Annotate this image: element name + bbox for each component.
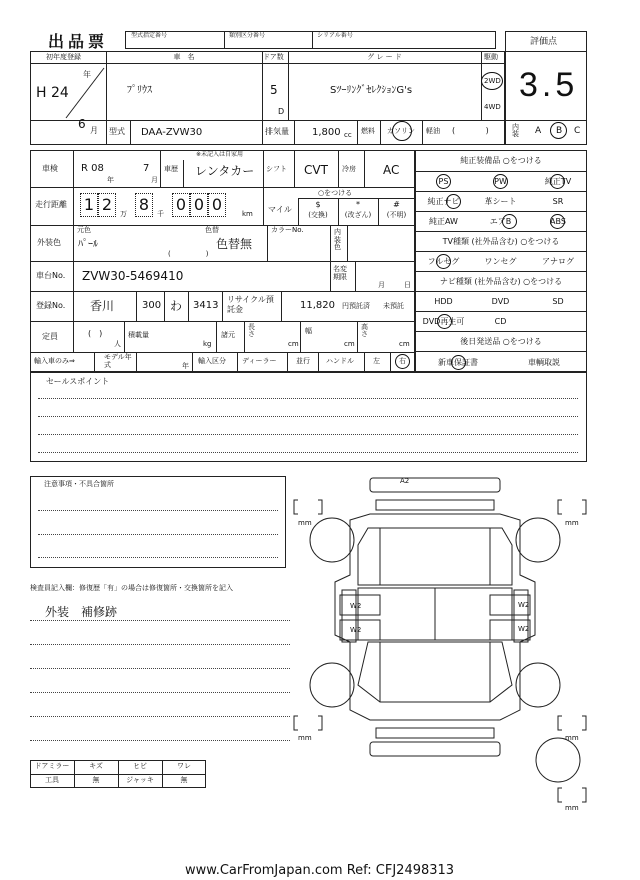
damage-mark-1: W2 <box>350 602 362 610</box>
recycle-unpaid: 未預託 <box>383 302 404 310</box>
tamper-label: (改ざん) <box>344 211 372 219</box>
reg-label: 登録No. <box>36 301 66 310</box>
fuel-label: 燃料 <box>361 127 375 135</box>
tv-analog: アナログ <box>542 257 574 266</box>
model-year-label: モデル年式 <box>104 353 132 369</box>
eq-airbag-circle <box>502 214 517 229</box>
reg-kana: わ <box>170 299 183 313</box>
interior-label: 内装 <box>512 123 519 138</box>
color-no-label: カラーNo. <box>271 226 304 234</box>
drive-2wd: 2WD <box>484 77 501 85</box>
inspection-month-unit: 月 <box>151 176 158 184</box>
damage-mark-3: W2 <box>518 601 530 609</box>
import-type-label: 輸入区分 <box>198 357 226 365</box>
eq-genuine-tv-circle <box>550 174 565 189</box>
history-label: 車歴 <box>164 165 178 173</box>
deadline-day: 日 <box>404 281 411 289</box>
chassis-label: 車台No. <box>36 271 66 280</box>
color-value: ﾊﾟｰﾙ <box>78 239 98 250</box>
genuine-title: 純正装備品 ○をつける <box>460 156 542 165</box>
history-note: ※未記入は自家用 <box>196 151 244 158</box>
eq-leather: 革シート <box>484 197 517 206</box>
mileage-digit-1: 1 <box>83 195 95 214</box>
mm-label-5: mm <box>565 804 579 812</box>
footer-ref: www.CarFromJapan.com Ref: CFJ2498313 <box>185 863 455 878</box>
eq-navi-circle <box>446 194 461 209</box>
mileage-digit-4: 0 <box>175 195 187 214</box>
grade-value: SﾂｰﾘﾝｸﾞｾﾚｸｼｮﾝG's <box>330 85 413 96</box>
navi-dvd: DVD <box>491 297 510 306</box>
category-label: 類別区分番号 <box>229 32 266 39</box>
recycle-unit: 円預託済 <box>342 302 370 310</box>
man-unit: 万 <box>120 210 127 218</box>
sen-unit: 千 <box>157 210 164 218</box>
reg-area: 香川 <box>90 299 115 313</box>
rating-label: 評価点 <box>530 37 558 47</box>
tv-fullseg-circle <box>436 254 451 269</box>
diesel-label: 軽油 <box>426 127 440 135</box>
damage-mark-2: W2 <box>350 626 362 634</box>
eq-pw: PW <box>494 177 507 186</box>
drive-2wd-circle <box>481 72 503 90</box>
width-unit: cm <box>344 340 355 348</box>
serial-label: シリアル番号 <box>317 32 353 39</box>
deadline-label: 名変期限 <box>333 265 347 282</box>
navi-sd: SD <box>552 297 564 306</box>
acc-break: ワレ <box>177 762 191 770</box>
unknown-sym: # <box>393 200 400 209</box>
exchange-sym: $ <box>315 200 321 209</box>
capacity-paren: ( ) <box>88 329 103 338</box>
repaint-paren: ( ) <box>168 250 209 258</box>
month-unit: 月 <box>90 126 98 135</box>
length-unit: cm <box>288 340 299 348</box>
height-unit: cm <box>399 340 410 348</box>
eq-genuine-navi: 純正ナビ <box>427 197 460 206</box>
notes-box <box>30 476 286 568</box>
eq-abs-circle <box>550 214 565 229</box>
load-label: 積載量 <box>128 331 149 339</box>
navi-dvd-play: DVD再生可 <box>422 317 465 326</box>
eq-ps-circle <box>436 174 451 189</box>
fuel-gasoline: ガソリン <box>387 127 415 135</box>
person-unit: 人 <box>114 340 121 348</box>
vehicle-name: ﾌﾟﾘｳｽ <box>127 85 152 96</box>
interior-b: B <box>556 126 563 136</box>
acc-jack-value: 無 <box>180 776 188 784</box>
handle-label: ハンドル <box>326 357 354 365</box>
header-fields <box>125 31 496 49</box>
grade-label: グ レ ー ド <box>367 53 402 61</box>
navi-cd: CD <box>494 317 507 326</box>
door-type: D <box>278 107 285 116</box>
inspection-month: 7 <box>143 163 150 174</box>
first-reg-month: 6 <box>78 117 86 131</box>
acc-jack-label: ジャッキ <box>126 776 154 784</box>
width-label: 幅 <box>305 327 312 335</box>
damage-mark-4: W2 <box>518 625 530 633</box>
eq-pw-circle <box>493 174 508 189</box>
front-damage-mark: A2 <box>400 477 410 485</box>
inspection-year-unit: 年 <box>107 176 114 184</box>
interior-b-circle <box>550 122 567 139</box>
repair-note: 外装 補修跡 <box>45 605 118 619</box>
diesel-paren: ( ) <box>452 126 489 135</box>
kg-unit: kg <box>203 340 212 348</box>
car-damage-diagram <box>290 470 590 810</box>
reg-num: 3413 <box>193 300 219 311</box>
later-warranty: 新車保証書 <box>438 358 478 367</box>
exchange-label: (交換) <box>308 211 328 219</box>
navi-title: ナビ種類 (社外品含む) ○をつける <box>439 277 563 286</box>
type-value: DAA-ZVW30 <box>141 127 203 138</box>
deadline-month: 月 <box>378 281 385 289</box>
mark-note: ○をつける <box>318 189 353 197</box>
drive-label: 駆動 <box>484 53 498 61</box>
interior-c: C <box>574 126 581 136</box>
name-label: 車 名 <box>173 53 195 61</box>
acc-tools-label: 工具 <box>45 776 59 784</box>
handle-right: 右 <box>399 357 406 365</box>
chassis-value: ZVW30-5469410 <box>82 269 184 283</box>
mm-label-2: mm <box>565 519 579 527</box>
model-year-unit: 年 <box>182 362 189 370</box>
navi-dvd-play-circle <box>437 314 452 329</box>
dim-label: 諸元 <box>221 331 235 339</box>
drive-4wd: 4WD <box>484 103 501 111</box>
cc-unit: cc <box>344 131 352 139</box>
capacity-label: 定員 <box>42 332 58 341</box>
interior-a: A <box>535 126 542 136</box>
parallel-option: 並行 <box>296 357 310 365</box>
mileage-label: 走行距離 <box>35 200 67 209</box>
acc-door-mirror: ドアミラー <box>34 762 70 770</box>
mileage-digit-5: 0 <box>193 195 205 214</box>
unknown-label: (不明) <box>386 211 407 219</box>
mileage-digit-2: 2 <box>101 195 113 214</box>
length-label: 長さ <box>248 323 255 338</box>
eq-ps: PS <box>438 177 449 186</box>
repaint-value: 色替無 <box>216 237 253 251</box>
navi-hdd: HDD <box>434 297 453 306</box>
type-label: 型式 <box>109 127 125 136</box>
notes-label: 注意事項・不具合箇所 <box>44 480 114 488</box>
height-label: 高さ <box>361 323 368 338</box>
sales-point-box <box>30 372 587 462</box>
displacement-value: 1,800 <box>312 127 341 138</box>
history-value: レンタカー <box>195 164 255 178</box>
tv-fullseg: フルセグ <box>427 257 460 266</box>
mm-label-4: mm <box>565 734 579 742</box>
km-unit: km <box>242 210 253 218</box>
shift-value: CVT <box>304 163 328 177</box>
inspection-label: 車検 <box>42 164 58 173</box>
displacement-label: 排気量 <box>265 127 289 136</box>
fuel-circle <box>392 121 412 141</box>
orig-color-label: 元色 <box>77 226 91 234</box>
eq-genuine-tv: 純正TV <box>544 177 572 186</box>
later-manual: 車輌取説 <box>528 358 560 367</box>
interior-color-label: 内装色 <box>334 228 341 252</box>
ac-value: AC <box>383 163 400 177</box>
first-reg-label: 初年度登録 <box>46 53 81 61</box>
recycle-amount: 11,820 <box>300 300 335 311</box>
form-title: 出品票 <box>48 32 109 51</box>
eq-genuine-aw: 純正AW <box>429 217 458 226</box>
tv-title: TV種類 (社外品含む) ○をつける <box>442 237 560 246</box>
mileage-digit-6: 0 <box>211 195 223 214</box>
mile-label: マイル <box>268 205 292 214</box>
doors-value: 5 <box>270 83 278 97</box>
later-warranty-circle <box>451 355 466 370</box>
eq-airbag: エアB <box>489 217 512 226</box>
acc-scratch: キズ <box>89 762 103 770</box>
eq-abs: ABS <box>550 217 566 226</box>
acc-crack: ヒビ <box>133 762 147 770</box>
acc-tools-value: 無 <box>92 776 100 784</box>
later-title: 後日発送品 ○をつける <box>460 337 542 346</box>
handle-right-circle <box>395 354 410 369</box>
inspector-note: 検査員記入欄：修復歴「有」の場合は修復箇所・交換箇所を記入 <box>30 584 233 592</box>
repaint-label: 色替 <box>205 226 219 234</box>
rating-value: 3.5 <box>519 66 579 104</box>
ac-label: 冷房 <box>342 165 356 173</box>
date-divider <box>60 64 106 120</box>
sales-point-label: セールスポイント <box>46 377 110 386</box>
reg-class: 300 <box>142 300 162 311</box>
model-code-label: 型式指定番号 <box>131 32 168 39</box>
mileage-digit-3: 8 <box>138 195 150 214</box>
dealer-option: ディーラー <box>242 357 277 365</box>
tamper-sym: * <box>356 200 360 209</box>
shift-label: シフト <box>266 165 287 173</box>
mm-label-1: mm <box>298 519 312 527</box>
handle-left: 左 <box>373 357 380 365</box>
eq-sr: SR <box>552 197 564 206</box>
mm-label-3: mm <box>298 734 312 742</box>
first-reg-era-year: H 24 <box>36 85 69 101</box>
doors-label: ドア数 <box>263 53 284 61</box>
import-label: 輸入車のみ⇒ <box>34 357 75 365</box>
tv-oneseg: ワンセグ <box>484 257 517 266</box>
year-unit: 年 <box>83 70 91 79</box>
recycle-label: リサイクル預託金 <box>227 295 274 314</box>
color-label: 外装色 <box>37 238 61 247</box>
inspection-date: R 08 <box>81 163 104 174</box>
